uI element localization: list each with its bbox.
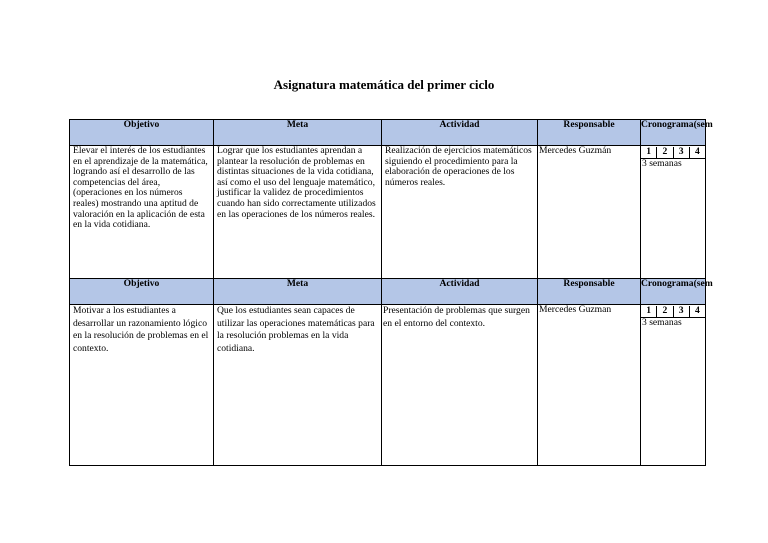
document-title: Asignatura matemática del primer ciclo xyxy=(273,77,495,92)
responsable-text: Mercedes Guzman xyxy=(539,304,612,315)
meta-text: Que los estudiantes sean capaces de utilizar las operaciones matemáticas para la resolución problemas en la vida cotidiana. xyxy=(217,305,375,355)
week-3: 3 xyxy=(674,306,690,317)
objetivo-text: Motivar a los estudiantes a desarrollar un razonamiento lógico en la resolución de problemas en el contexto. xyxy=(73,305,209,355)
header-cronograma: Cronograma(sem xyxy=(641,120,706,146)
plan-table xyxy=(69,119,713,466)
header-actividad: Actividad xyxy=(382,120,538,146)
header-actividad: Actividad xyxy=(382,279,538,305)
week-1: 1 xyxy=(641,147,657,158)
actividad-text: Presentación de problemas que surgen en el entorno del contexto. xyxy=(383,305,530,329)
duration-text: 3 semanas xyxy=(642,158,682,169)
header-objetivo: Objetivo xyxy=(70,120,214,146)
responsable-text: Mercedes Guzmán xyxy=(539,145,612,156)
week-4: 4 xyxy=(694,146,700,157)
week-1: 1 xyxy=(641,306,657,317)
table-row xyxy=(70,305,706,466)
duration-text: 3 semanas xyxy=(642,317,682,328)
week-4: 4 xyxy=(694,305,700,316)
header-responsable: Responsable xyxy=(538,120,641,146)
week-3: 3 xyxy=(674,147,690,158)
header-responsable: Responsable xyxy=(538,279,641,305)
week-2: 2 xyxy=(657,306,673,317)
header-objetivo: Objetivo xyxy=(70,279,214,305)
actividad-text: Realización de ejercicios matemáticos siguiendo el procedimiento para la elaboración de operaciones de los números reales. xyxy=(385,145,532,188)
objetivo-text: Elevar el interés de los estudiantes en el aprendizaje de la matemática, logrando así el desarrollo de las competencias del área, (operaciones en los números reales) mostrando una aptitud de valoración en la aplicación de esta en la vida cotidiana. xyxy=(73,145,208,231)
meta-text: Lograr que los estudiantes aprendan a plantear la resolución de problemas en distintas situaciones de la vida cotidiana, así como el uso del lenguaje matemático, justificar la validez de procedimientos cuando han sido correctamente utilizados en las operaciones de los números reales. xyxy=(217,145,376,220)
header-meta: Meta xyxy=(214,120,382,146)
header-row xyxy=(70,279,706,305)
header-cronograma: Cronograma(sem xyxy=(641,279,706,305)
week-2: 2 xyxy=(657,147,673,158)
header-meta: Meta xyxy=(214,279,382,305)
header-row xyxy=(70,120,706,146)
table-row xyxy=(70,146,706,279)
